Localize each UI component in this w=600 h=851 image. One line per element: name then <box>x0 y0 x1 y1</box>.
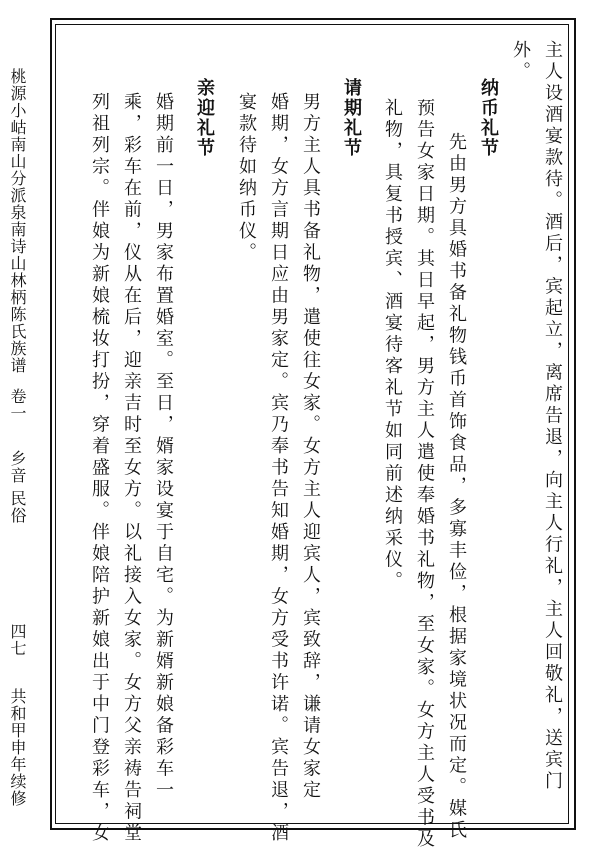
text-column: 礼物，具复书授宾、酒宴待客礼节如同前述纳采仪。 <box>382 98 403 593</box>
section-heading: 亲迎礼节 <box>194 78 215 158</box>
section-heading: 纳币礼节 <box>478 78 499 158</box>
text-column: 预告女家日期。其日早起，男方主人遣使奉婚书礼物，至女家。女方主人受书及 <box>414 98 435 851</box>
side-margin <box>6 68 36 828</box>
text-column: 列祖列宗。伴娘为新娘梳妆打扮，穿着盛服。伴娘陪护新娘出于中门登彩车，女 <box>89 92 110 845</box>
section-heading: 请期礼节 <box>341 78 362 158</box>
text-column: 婚期，女方言期日应由男家定。宾乃奉书告知婚期，女方受书许诺。宾告退，酒 <box>268 92 289 845</box>
section-label: 乡音 民俗 <box>8 450 27 525</box>
text-column: 婚期前一日，男家布置婚室。至日，婿家设宴于自宅。为新婿新娘备彩车一 <box>153 92 174 802</box>
text-column: 男方主人具书备礼物，遣使往女家。女方主人迎宾人，宾致辞，谦请女家定 <box>300 92 321 802</box>
text-column: 先由男方具婚书备礼物钱币首饰食品，多寡丰俭，根据家境状况而定。媒氏 <box>446 132 467 842</box>
text-column: 乘，彩车在前，仪从在后，迎亲吉时至女方。以礼接入女家。女方父亲祷告祠堂 <box>121 92 142 845</box>
text-column: 主人设酒宴款待。酒后，宾起立，离席告退，向主人行礼，主人回敬礼，送宾门 <box>542 40 563 793</box>
book-title: 桃源小岵南山分派泉南诗山林柄陈氏族谱 <box>8 68 27 374</box>
text-column: 宴款待如纳币仪。 <box>236 92 257 264</box>
page-number: 四七 <box>8 623 27 657</box>
text-column: 外。 <box>510 40 531 83</box>
volume-label: 卷一 <box>8 388 27 422</box>
edition-label: 共和甲申年续修 <box>8 688 27 807</box>
